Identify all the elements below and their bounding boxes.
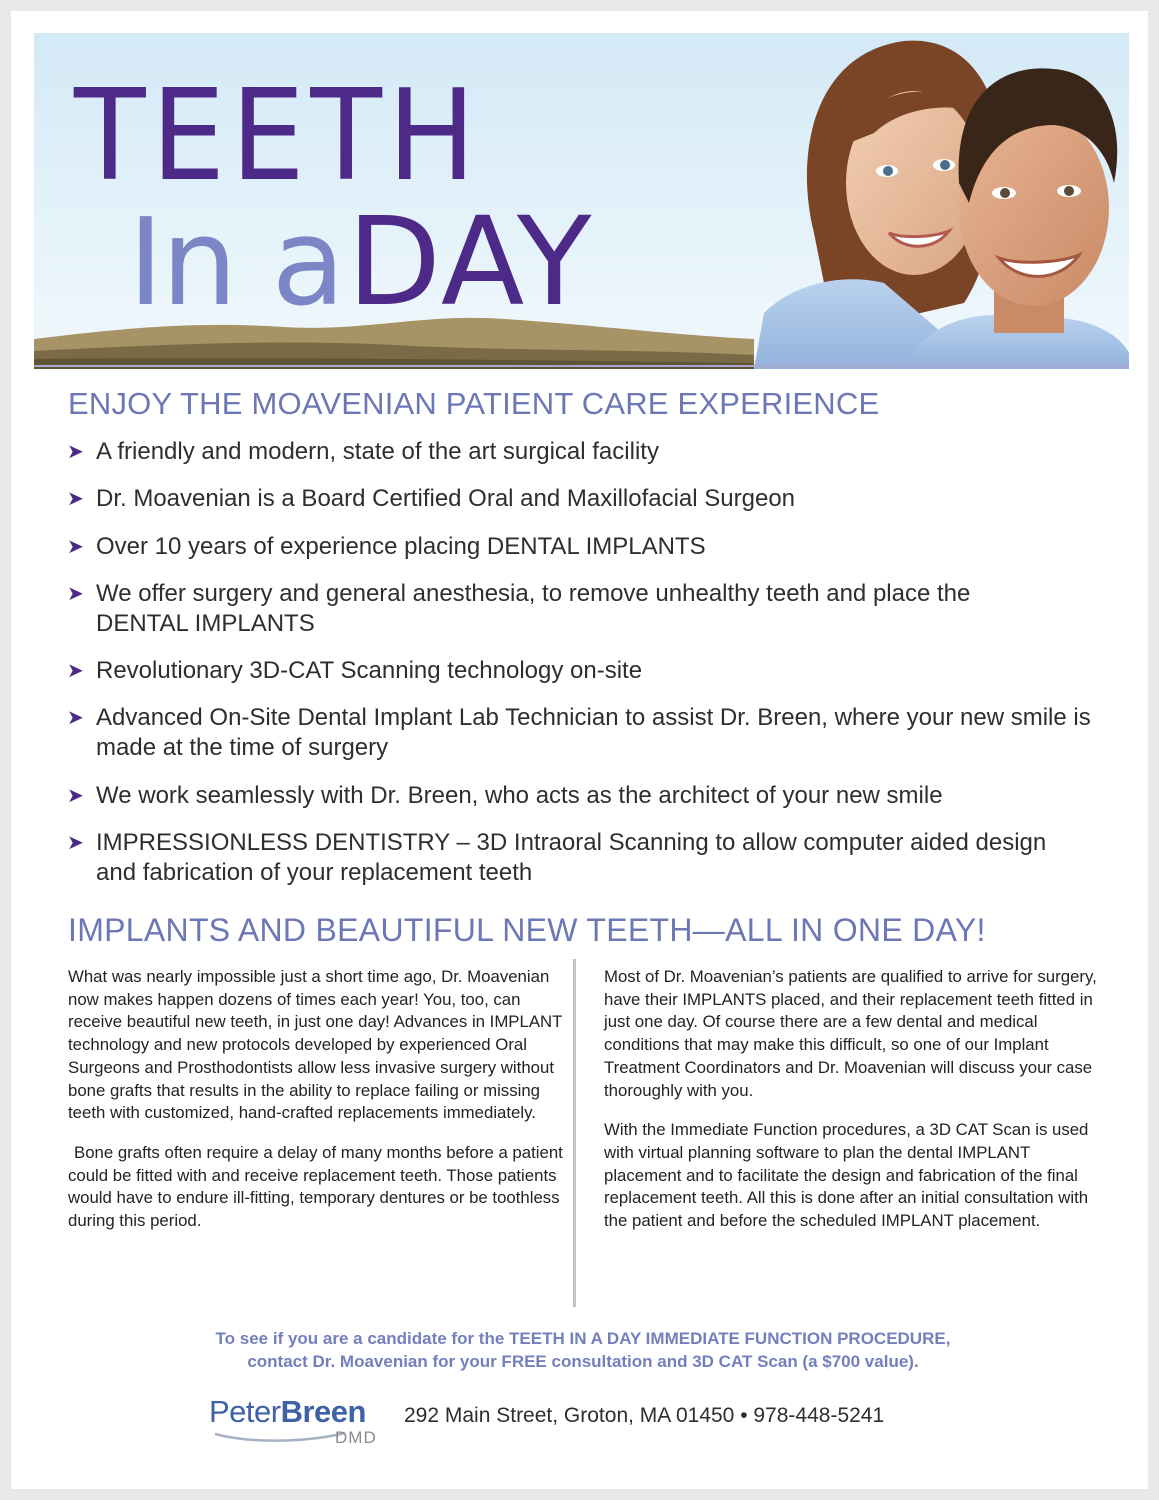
- hero-title-in-a: In a: [128, 194, 344, 333]
- arrow-bullet-icon: ➤: [67, 582, 84, 605]
- list-item: ➤ IMPRESSIONLESS DENTISTRY – 3D Intraoral Scanning to allow computer aided design and fabrication of your replacement teeth: [67, 829, 1047, 887]
- list-item: ➤ We offer surgery and general anesthesia, to remove unhealthy teeth and place the DENTAL IMPLANTS: [67, 579, 971, 637]
- divider-rule: [34, 365, 1129, 367]
- cta-line-1: To see if you are a candidate for the TEETH IN A DAY IMMEDIATE FUNCTION PROCEDURE,: [215, 1329, 951, 1348]
- list-item: ➤ Revolutionary 3D-CAT Scanning technology on-site: [67, 657, 643, 685]
- column-divider: [573, 959, 576, 1307]
- arrow-bullet-icon: ➤: [67, 488, 84, 511]
- smiling-couple-photo: [754, 33, 1129, 369]
- logo-wordmark: PeterBreen: [209, 1394, 366, 1429]
- hero-title-row2: [128, 191, 594, 333]
- arrow-bullet-icon: ➤: [67, 535, 84, 558]
- list-item: ➤ Dr. Moavenian is a Board Certified Oral and Maxillofacial Surgeon: [67, 485, 796, 513]
- flyer-page: [11, 11, 1148, 1489]
- peter-breen-logo: [209, 1395, 389, 1451]
- arrow-bullet-icon: ➤: [67, 441, 84, 463]
- hero-title-day: DAY: [347, 191, 594, 333]
- hero-title-teeth: TEETH: [74, 62, 482, 209]
- arrow-bullet-icon: ➤: [67, 832, 84, 855]
- list-item: ➤ Over 10 years of experience placing DENTAL IMPLANTS: [67, 532, 706, 560]
- body-column-left: [68, 966, 566, 1250]
- hero-banner: [34, 33, 1129, 369]
- section-heading-implants: IMPLANTS AND BEAUTIFUL NEW TEETH—ALL IN ONE DAY!: [68, 912, 986, 948]
- logo-dmd: DMD: [335, 1428, 377, 1447]
- arrow-bullet-icon: ➤: [67, 660, 84, 683]
- paragraph: Bone grafts often require a delay of many months before a patient could be fitted with and receive replacement teeth. Those patients would have to endure ill-fitting, temporary dentures or be toothless during this period.: [68, 1142, 563, 1231]
- section-heading-enjoy: ENJOY THE MOAVENIAN PATIENT CARE EXPERIENCE: [68, 386, 880, 421]
- cta-line-2: contact Dr. Moavenian for your FREE consultation and 3D CAT Scan (a $700 value).: [247, 1352, 919, 1371]
- call-to-action: [68, 1327, 1098, 1373]
- paragraph: Most of Dr. Moavenian’s patients are qualified to arrive for surgery, have their IMPLANTS placed, and their replacement teeth fitted in just one day. Of course there are a few dental and medical conditions that may make this difficult, so one of our Implant Treatment Coordinators and Dr. Moavenian will discuss your case thoroughly with you.: [604, 967, 1097, 1100]
- list-item: ➤ A friendly and modern, state of the art surgical facility: [67, 438, 659, 465]
- features-list: [66, 437, 1116, 905]
- list-item: ➤ We work seamlessly with Dr. Breen, who acts as the architect of your new smile: [67, 781, 943, 809]
- practice-address: 292 Main Street, Groton, MA 01450 • 978-448-5241: [404, 1404, 885, 1427]
- logo-swoosh-icon: [213, 1431, 347, 1443]
- body-column-right: [604, 966, 1099, 1250]
- arrow-bullet-icon: ➤: [67, 707, 84, 730]
- arrow-bullet-icon: ➤: [67, 784, 84, 807]
- list-item: ➤ Advanced On-Site Dental Implant Lab Technician to assist Dr. Breen, where your new smile is made at the time of surgery: [67, 704, 1091, 762]
- paragraph: What was nearly impossible just a short time ago, Dr. Moavenian now makes happen dozens of times each year! You, too, can receive beautiful new teeth, in just one day! Advances in IMPLANT technology and new protocols developed by experienced Oral Surgeons and Prosthodontists allow less invasive surgery without bone grafts that results in the ability to replace failing or missing teeth with customized, hand-crafted replacements immediately.: [68, 967, 563, 1123]
- paragraph: With the Immediate Function procedures, a 3D CAT Scan is used with virtual planning software to plan the dental IMPLANT placement and to facilitate the design and fabrication of the final replacement teeth. All this is done after an initial consultation with the patient and before the scheduled IMPLANT placement.: [604, 1120, 1089, 1231]
